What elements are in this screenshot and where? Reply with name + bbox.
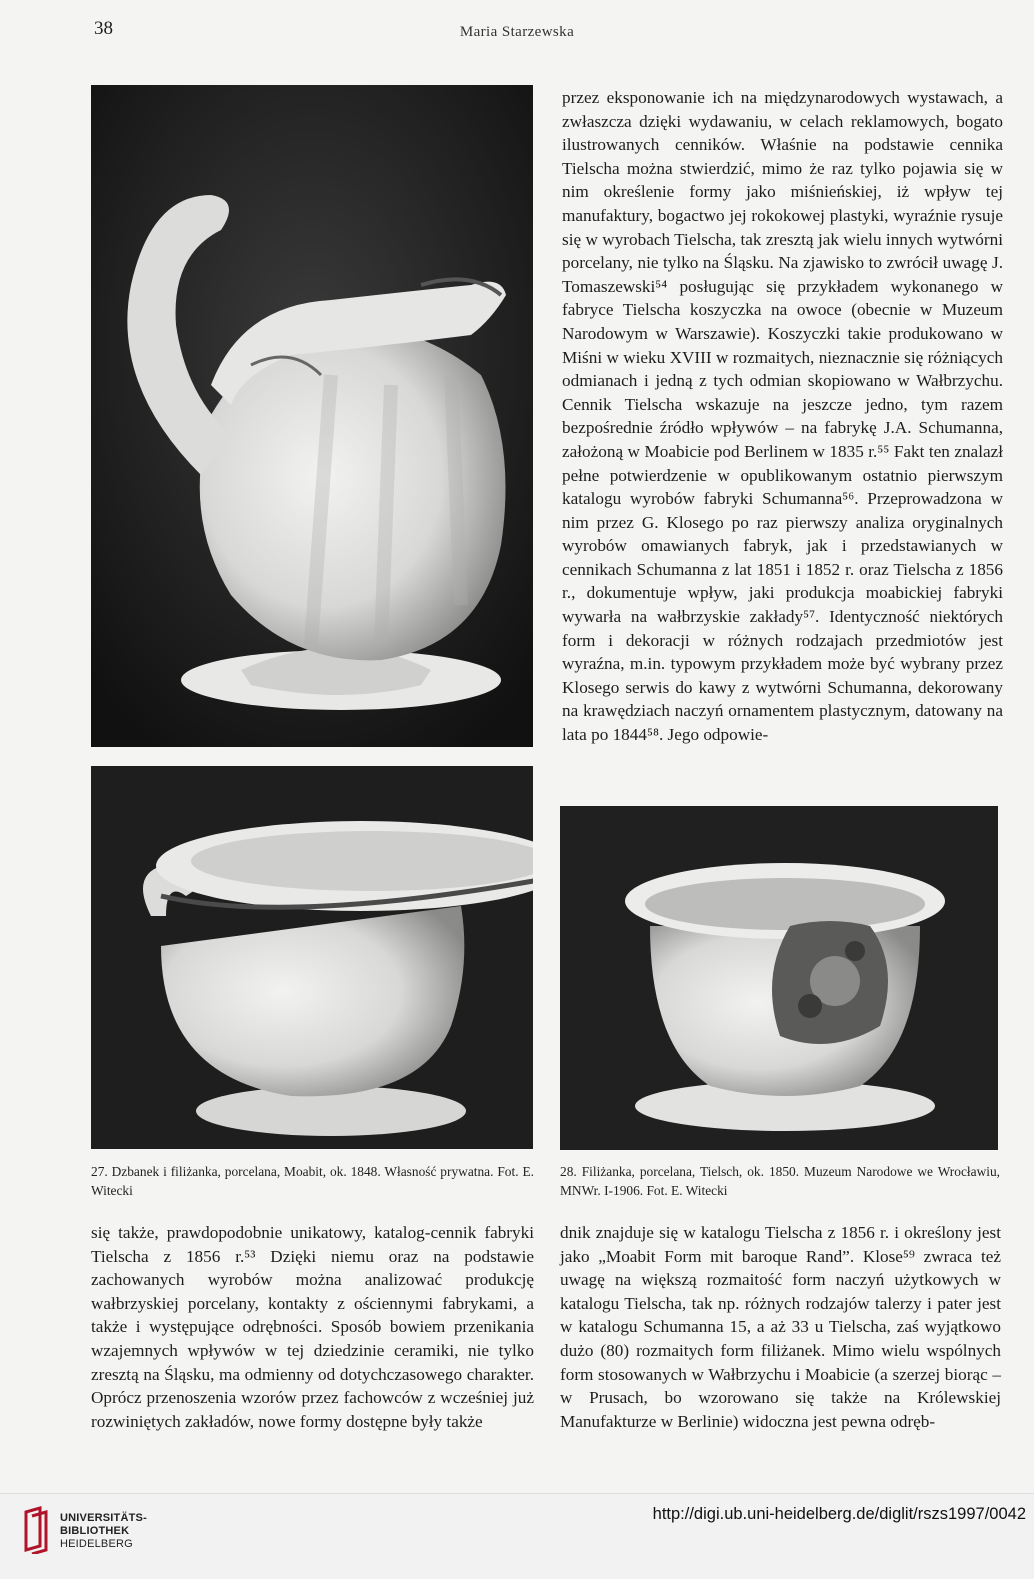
footer-bar: [0, 1493, 1034, 1579]
bottom-left-paragraph: się także, prawdopodobnie unikatowy, katalog-cennik fabryki Tielscha z 1856 r.⁵³ Dzięki niemu oraz na podstawie zachowanych wyrobów można analizować produkcję wałbrzyskiej porcelany, kontakty z ościennymi fabrykami, a także i występujące odrębności. Sposób bowiem przenikania wzajemnych wpływów w tej dziedzinie ceramiki, nie tylko zresztą na Śląsku, ma odmienny od dotychczasowego charakter. Oprócz przenoszenia wzorów przez fachowców z wcześniej już rozwiniętych zakładów, nowe formy dostępne były także: [91, 1223, 534, 1431]
figure-27-cup-photo: [91, 766, 533, 1149]
library-logo-icon: [22, 1506, 52, 1554]
page-number: 38: [94, 18, 113, 39]
figure-28-decorated-cup-photo: [560, 806, 998, 1150]
source-url-link[interactable]: http://digi.ub.uni-heidelberg.de/diglit/rszs1997/0042: [652, 1505, 1026, 1523]
right-column-text: [562, 86, 1003, 747]
caption-figure-28: 28. Filiżanka, porcelana, Tielsch, ok. 1850. Muzeum Narodowe we Wrocławiu, MNWr. I-1906. Fot. E. Witecki: [560, 1164, 1000, 1198]
library-name: [60, 1512, 147, 1551]
cup-icon: [91, 766, 533, 1149]
jug-icon: [91, 85, 533, 747]
decorated-cup-icon: [560, 806, 998, 1150]
bottom-right-paragraph: dnik znajduje się w katalogu Tielscha z 1856 r. i określony jest jako „Moabit Form mit baroque Rand”. Klose⁵⁹ zwraca też uwagę na większą rozmaitość form naczyń użytkowych w katalogu Tielscha, tak np. różnych rodzajów talerzy i pater jest w katalogu Schumanna 15, a aż 33 u Tielscha, zaś wyjątkowo dużo (80) rozmaitych form filiżanek. Mimo wielu wspólnych form stosowanych w Wałbrzychu i Moabicie (a szerzej biorąc – w Prusach, bo wzorowano się także na Królewskiej Manufakturze w Berlinie) widoczna jest pewna odręb-: [560, 1223, 1001, 1431]
bottom-right-text: [560, 1221, 1001, 1433]
logo-line-2: BIBLIOTHEK: [60, 1525, 130, 1537]
bottom-left-text: [91, 1221, 534, 1433]
right-column-paragraph: przez eksponowanie ich na międzynarodowych wystawach, a zwłaszcza dzięki wydawaniu, w celach reklamowych, bogato ilustrowanych cenników. Właśnie na podstawie cennika Tielscha można stwierdzić, mimo że raz tylko pojawia się w nim określenie formy jako miśnieńskiej, iż wpływ tej manufaktury, bogactwo jej rokokowej plastyki, wyraźnie rysuje się w wyrobach Tielscha, tak zresztą jak wielu innych wytwórni porcelany, nie tylko na Śląsku. Na zjawisko to zwrócił uwagę J. Tomaszewski⁵⁴ posługując się przykładem wykonanego w fabryce Tielscha koszyczka na owoce (obecnie w Muzeum Narodowym w Warszawie). Koszyczki takie produkowano w Miśni w wieku XVIII w rozmaitych, nieznacznie się różniących odmianach i jedną z tych odmian skopiowano w Wałbrzychu. Cennik Tielscha wskazuje na jeszcze jedno, tym razem bezpośrednie źródło wpływów – na fabrykę J.A. Schumanna, założoną w Moabicie pod Berlinem w 1835 r.⁵⁵ Fakt ten znalazł pełne potwierdzenie w opublikowanym ostatnio pierwszym katalogu wyrobów fabryki Schumanna⁵⁶. Przeprowadzona w nim przez G. Klosego po raz pierwszy analiza oryginalnych wyrobów omawianych fabryk, jak i przedstawianych w cennikach Schumanna z lat 1851 i 1852 r. oraz Tielscha z 1856 r., dokumentuje wpływ, jaki produkcja moabickiej fabryki wywarła na wałbrzyskie zakłady⁵⁷. Identyczność niektórych form i dekoracji w różnych rodzajach przedmiotów jest wyraźna, m.in. typowym przykładem może być wybrany przez Klosego serwis do kawy z wytwórni Schumanna, dekorowany na krawędziach naczyń ornamentem plastycznym, datowany na lata po 1844⁵⁸. Jego odpowie-: [562, 88, 1003, 745]
running-head: Maria Starzewska: [459, 24, 575, 40]
logo-line-3: HEIDELBERG: [60, 1538, 133, 1550]
figure-27-jug-photo: [91, 85, 533, 747]
logo-line-1: UNIVERSITÄTS-: [60, 1512, 147, 1524]
caption-figure-27: 27. Dzbanek i filiżanka, porcelana, Moabit, ok. 1848. Własność prywatna. Fot. E. Witecki: [91, 1164, 534, 1198]
